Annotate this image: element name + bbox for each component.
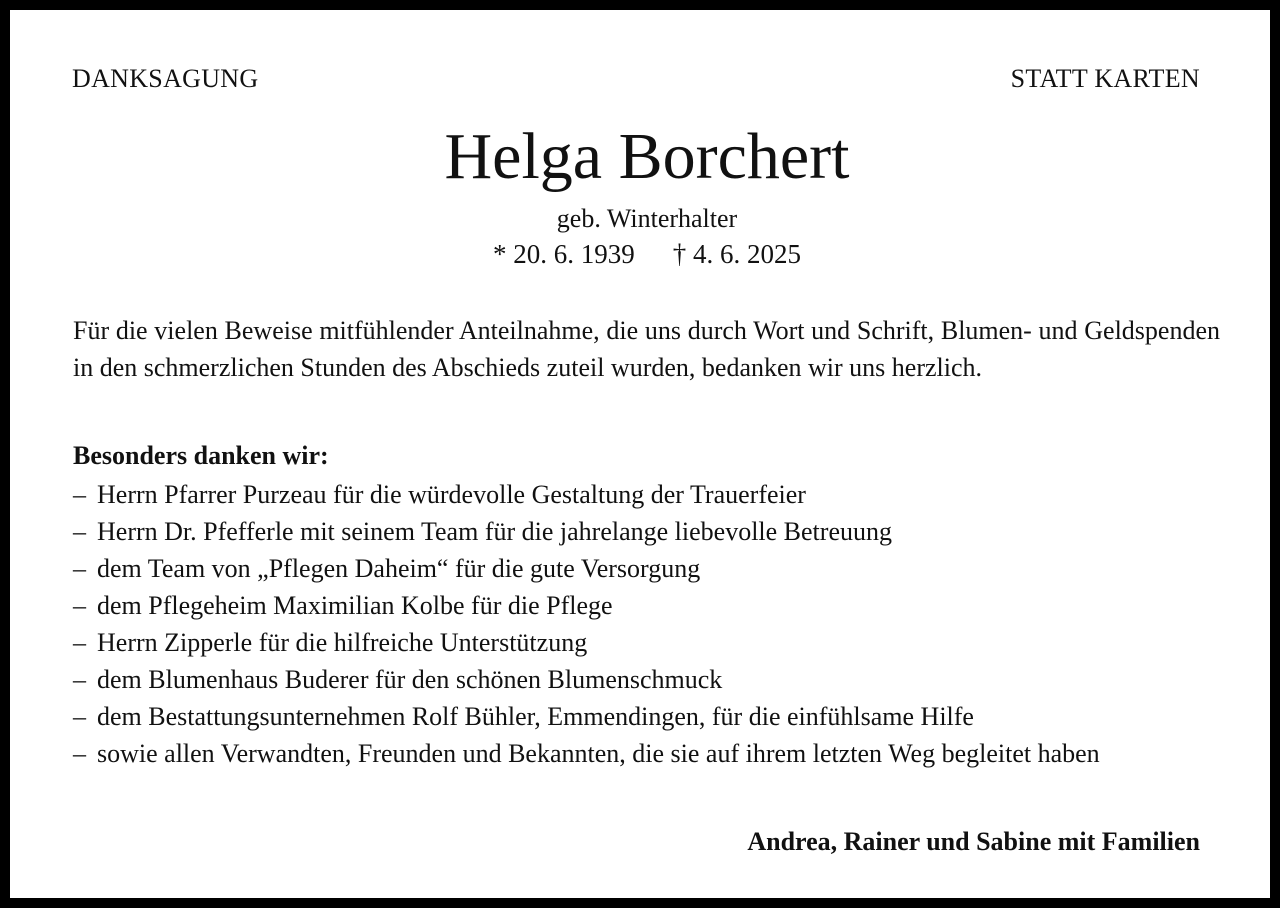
deceased-name: Helga Borchert — [444, 120, 850, 193]
danksagung-label: DANKSAGUNG — [72, 64, 259, 93]
list-item: – sowie allen Verwandten, Freunden und Bekannten, die sie auf ihrem letzten Weg begleitet haben — [73, 735, 1220, 772]
list-item: – dem Pflegeheim Maximilian Kolbe für die Pflege — [73, 587, 1220, 624]
list-item: – dem Blumenhaus Buderer für den schönen Blumenschmuck — [73, 661, 1220, 698]
life-dates — [10, 239, 1280, 270]
dash-bullet: – — [73, 665, 86, 694]
list-item: – Herrn Zipperle für die hilfreiche Unterstützung — [73, 624, 1220, 661]
dash-bullet: – — [73, 739, 86, 768]
list-item: – dem Team von „Pflegen Daheim“ für die gute Versorgung — [73, 550, 1220, 587]
death-date: † 4. 6. 2025 — [672, 239, 801, 269]
list-item: – dem Bestattungsunternehmen Rolf Bühler, Emmendingen, für die einfühlsame Hilfe — [73, 698, 1220, 735]
signature: Andrea, Rainer und Sabine mit Familien — [747, 827, 1200, 856]
dash-bullet: – — [73, 480, 86, 509]
dash-bullet: – — [73, 554, 86, 583]
special-thanks-list — [73, 476, 1220, 772]
list-item: – Herrn Pfarrer Purzeau für die würdevolle Gestaltung der Trauerfeier — [73, 476, 1220, 513]
dash-bullet: – — [73, 702, 86, 731]
dash-bullet: – — [73, 628, 86, 657]
statt-karten-label: STATT KARTEN — [1010, 64, 1200, 93]
birth-date: * 20. 6. 1939 — [493, 239, 635, 269]
dash-bullet: – — [73, 517, 86, 546]
list-item: – Herrn Dr. Pfefferle mit seinem Team für die jahrelange liebevolle Betreuung — [73, 513, 1220, 550]
dash-bullet: – — [73, 591, 86, 620]
maiden-name: geb. Winterhalter — [556, 204, 738, 233]
special-thanks-heading: Besonders danken wir: — [73, 441, 329, 470]
intro-paragraph: Für die vielen Beweise mitfühlender Anteilnahme, die uns durch Wort und Schrift, Blumen- und Geldspenden in den schmerzlichen Stunden des Abschieds zuteil wurden, bedanken wir uns herzlich. — [73, 316, 1220, 382]
